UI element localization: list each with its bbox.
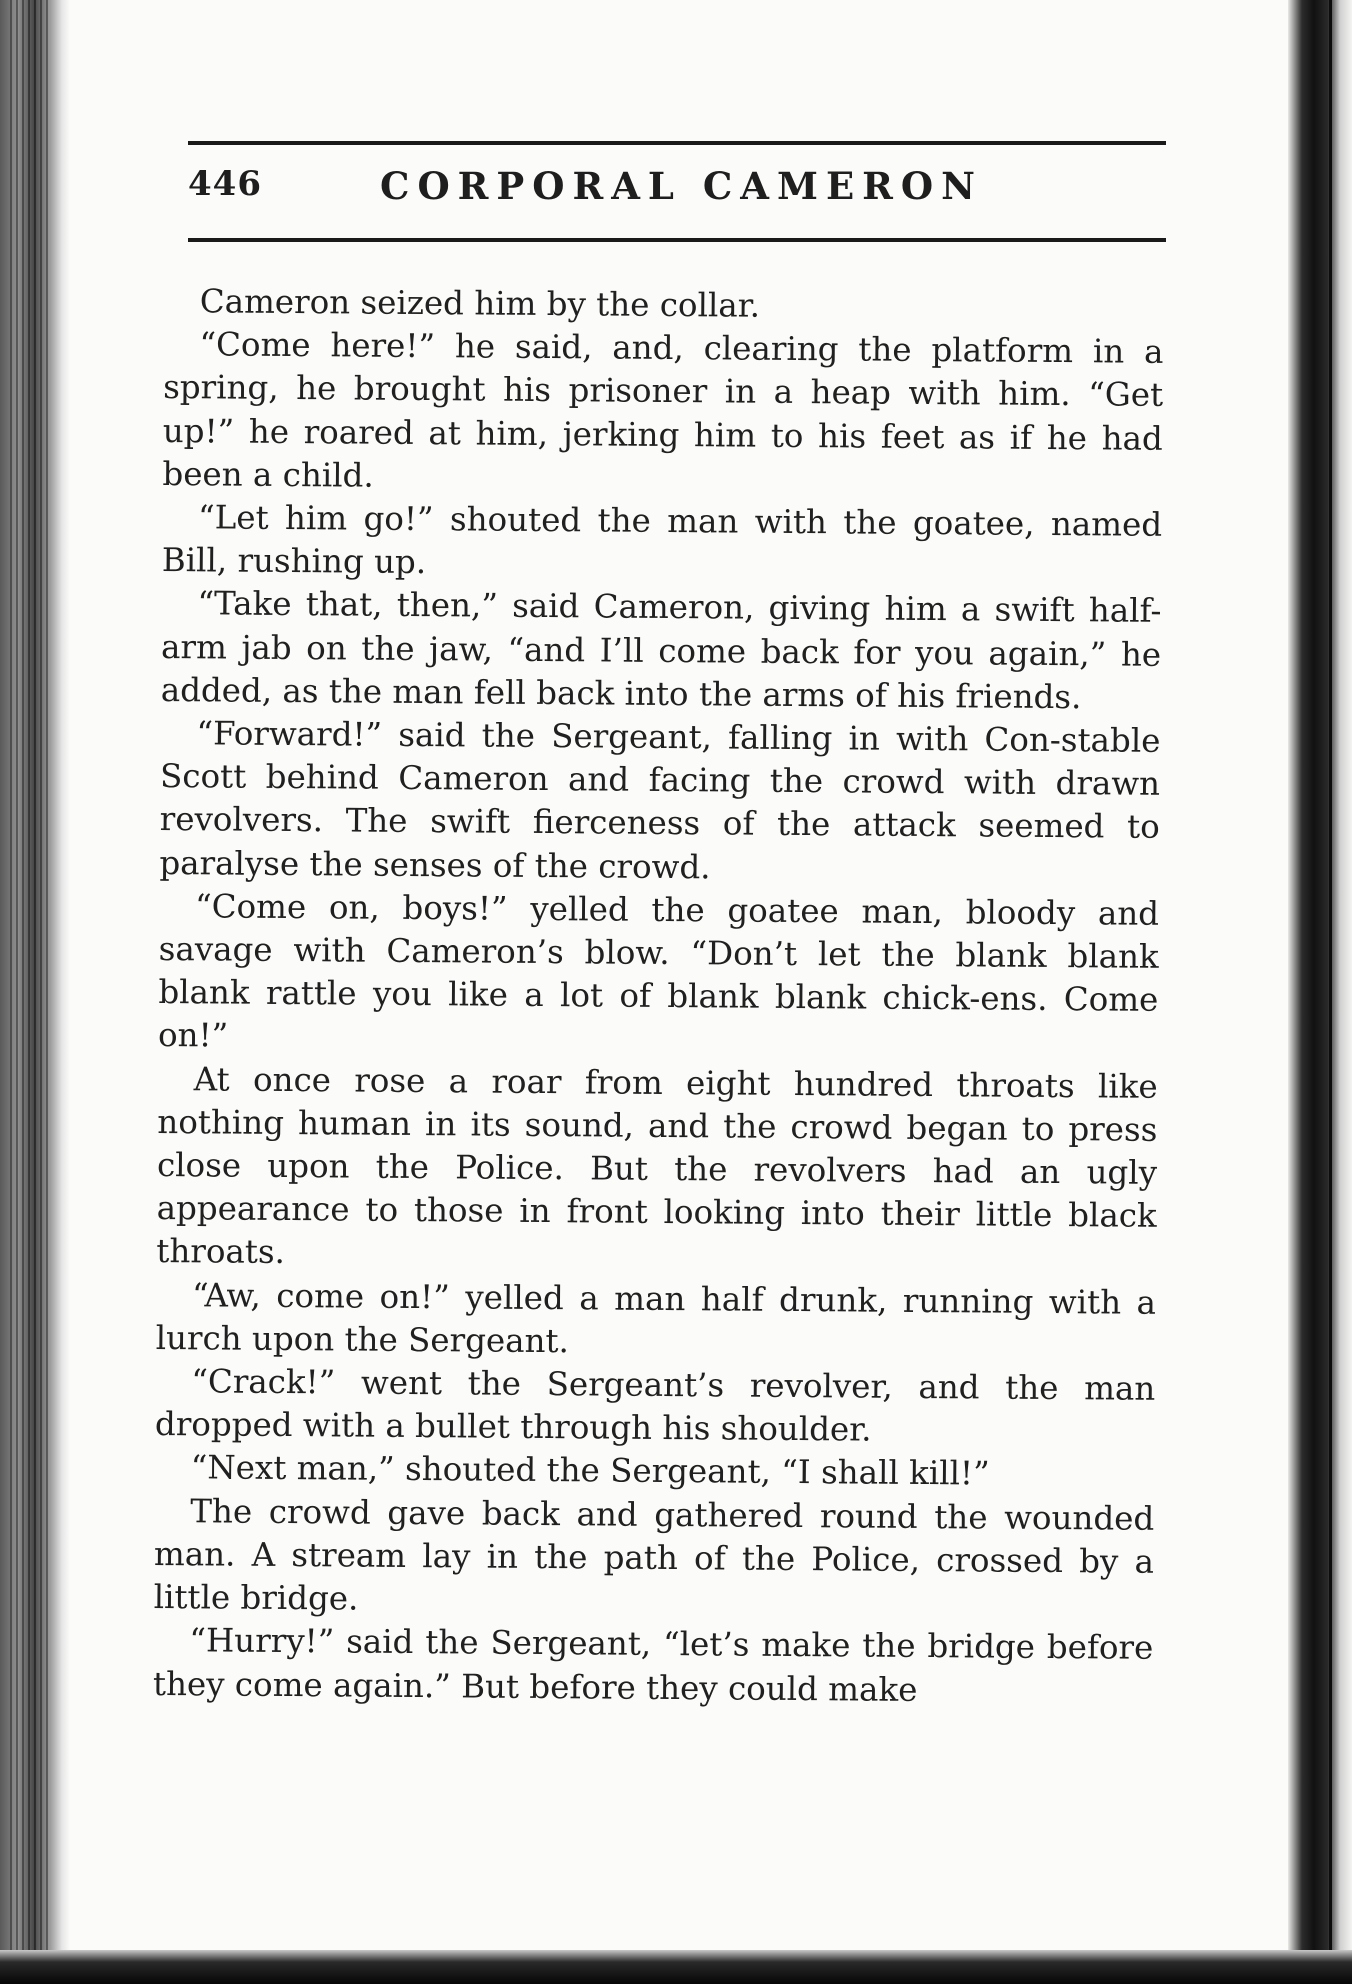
- book-edge-line: [1329, 0, 1332, 1984]
- body-text: [153, 280, 1164, 1714]
- paragraph: “Forward!” said the Sergeant, falling in with Con-stable Scott behind Cameron and facing the crowd with drawn revolvers. The swift fierceness of the attack seemed to paralyse the senses of the crowd.: [159, 714, 1161, 886]
- paragraph: “Take that, then,” said Cameron, giving him a swift half-arm jab on the jaw, “and I’ll come back for you again,” he added, as the man fell back into the arms of his friends.: [160, 584, 1162, 717]
- paragraph: “Aw, come on!” yelled a man half drunk, running with a lurch upon the Sergeant.: [155, 1275, 1157, 1361]
- paragraph: At once rose a roar from eight hundred throats like nothing human in its sound, and the crowd began to press close upon the Police. But the revolvers had an ugly appearance to those in front looking into their little black throats.: [156, 1059, 1158, 1272]
- running-head: CORPORAL CAMERON: [380, 164, 983, 208]
- book-edge-bottom: [0, 1950, 1352, 1984]
- paragraph: Cameron seized him by the collar.: [199, 282, 761, 325]
- page-number: 446: [188, 164, 262, 204]
- book-edge-right: [1288, 0, 1352, 1984]
- header-rule-top: [188, 141, 1166, 145]
- paragraph: “Let him go!” shouted the man with the goatee, named Bill, rushing up.: [161, 498, 1163, 582]
- paragraph: “Crack!” went the Sergeant’s revolver, and the man dropped with a bullet through his shoulder.: [154, 1362, 1156, 1449]
- header-rule-bottom: [188, 238, 1166, 242]
- paragraph: The crowd gave back and gathered round the wounded man. A stream lay in the path of the Police, crossed by a little bridge.: [153, 1491, 1155, 1618]
- paragraph: “Come here!” he said, and, clearing the platform in a spring, he brought his prisoner in a heap with him. “Get up!” he roared at him, jerking him to his feet as if he had been a child.: [162, 325, 1164, 495]
- paragraph: “Hurry!” said the Sergeant, “let’s make the bridge before they come again.” But before they could make: [152, 1621, 1154, 1709]
- paragraph: “Next man,” shouted the Sergeant, “I shall kill!”: [190, 1448, 990, 1494]
- binding-stripes: [10, 0, 50, 1984]
- paragraph: “Come on, boys!” yelled the goatee man, bloody and savage with Cameron’s blow. “Don’t let the blank blank blank rattle you like a lot of blank blank chick-ens. Come on!”: [157, 887, 1160, 1055]
